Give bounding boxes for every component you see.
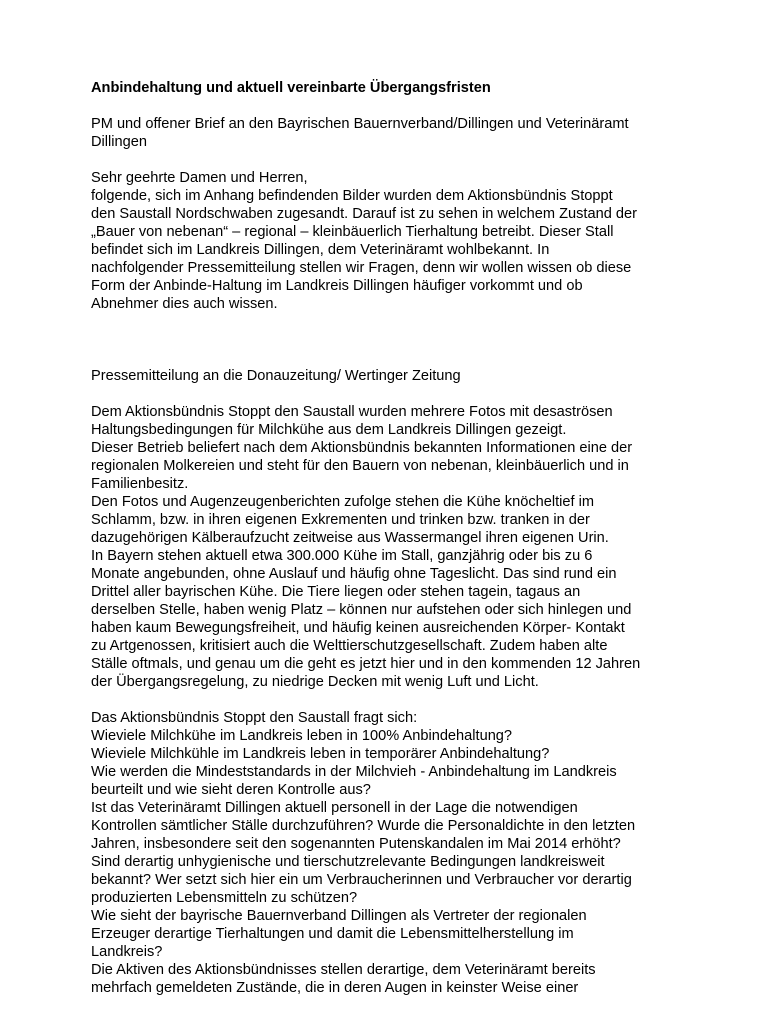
text-line: Erzeuger derartige Tierhaltungen und damit die Lebensmittelherstellung im: [91, 926, 574, 942]
text-line: Kontrollen sämtlicher Ställe durchzuführen? Wurde die Personaldichte in den letzten: [91, 818, 636, 834]
text-line: Sehr geehrte Damen und Herren,: [91, 170, 308, 186]
text-line: „Bauer von nebenan“ – regional – kleinbäuerlich Tierhaltung betreibt. Dieser Stall: [91, 224, 614, 240]
text-line: derselben Stelle, haben wenig Platz – können nur aufstehen oder sich hinlegen und: [91, 602, 632, 618]
letter-block: [91, 169, 691, 313]
text-line: In Bayern stehen aktuell etwa 300.000 Kühe im Stall, ganzjährig oder bis zu 6: [91, 548, 593, 564]
text-line: Drittel aller bayrischen Kühe. Die Tiere liegen oder stehen tagein, tagaus an: [91, 584, 581, 600]
text-line: Dillingen: [91, 134, 147, 150]
subject-block: [91, 115, 691, 151]
document-title: Anbindehaltung und aktuell vereinbarte Übergangsfristen: [91, 80, 491, 96]
text-line: Haltungsbedingungen für Milchkühe aus dem Landkreis Dillingen gezeigt.: [91, 422, 567, 438]
text-line: zu Artgenossen, kritisiert auch die Welttierschutzgesellschaft. Zudem haben alte: [91, 638, 608, 654]
text-line: Wieviele Milchkühle im Landkreis leben in temporärer Anbindehaltung?: [91, 746, 550, 762]
text-line: PM und offener Brief an den Bayrischen Bauernverband/Dillingen und Veterinäramt: [91, 116, 629, 132]
text-line: Wie werden die Mindeststandards in der Milchvieh - Anbindehaltung im Landkreis: [91, 764, 617, 780]
text-line: Ist das Veterinäramt Dillingen aktuell personell in der Lage die notwendigen: [91, 800, 578, 816]
text-line: Wieviele Milchkühe im Landkreis leben in 100% Anbindehaltung?: [91, 728, 513, 744]
text-line: beurteilt und wie sieht deren Kontrolle aus?: [91, 782, 371, 798]
text-line: Monate angebunden, ohne Auslauf und häufig ohne Tageslicht. Das sind rund ein: [91, 566, 617, 582]
text-line: den Saustall Nordschwaben zugesandt. Darauf ist zu sehen in welchem Zustand der: [91, 206, 637, 222]
text-line: Dem Aktionsbündnis Stoppt den Saustall wurden mehrere Fotos mit desaströsen: [91, 404, 613, 420]
press-heading-text: Pressemitteilung an die Donauzeitung/ Wertinger Zeitung: [91, 368, 461, 384]
text-line: folgende, sich im Anhang befindenden Bilder wurden dem Aktionsbündnis Stoppt: [91, 188, 613, 204]
text-line: dazugehörigen Kälberaufzucht zeitweise aus Wassermangel ihren eigenen Urin.: [91, 530, 609, 546]
text-line: Landkreis?: [91, 944, 163, 960]
text-line: produzierten Lebensmitteln zu schützen?: [91, 890, 358, 906]
text-line: Familienbesitz.: [91, 476, 189, 492]
text-line: Wie sieht der bayrische Bauernverband Dillingen als Vertreter der regionalen: [91, 908, 587, 924]
text-line: nachfolgender Pressemitteilung stellen wir Fragen, denn wir wollen wissen ob diese: [91, 260, 632, 276]
text-line: Das Aktionsbündnis Stoppt den Saustall fragt sich:: [91, 710, 418, 726]
text-line: Jahren, insbesondere seit den sogenannten Putenskandalen im Mai 2014 erhöht?: [91, 836, 621, 852]
text-line: Den Fotos und Augenzeugenberichten zufolge stehen die Kühe knöcheltief im: [91, 494, 595, 510]
text-line: Schlamm, bzw. in ihren eigenen Exkrementen und trinken bzw. tranken in der: [91, 512, 590, 528]
text-line: regionalen Molkereien und steht für den Bauern von nebenan, kleinbäuerlich und in: [91, 458, 629, 474]
text-line: befindet sich im Landkreis Dillingen, dem Veterinäramt wohlbekannt. In: [91, 242, 550, 258]
press-release-block: [91, 403, 691, 691]
text-line: Ställe oftmals, und genau um die geht es jetzt hier und in den kommenden 12 Jahren: [91, 656, 641, 672]
text-line: der Übergangsregelung, zu niedrige Decken mit wenig Luft und Licht.: [91, 674, 539, 690]
press-heading: [91, 367, 691, 385]
text-line: Sind derartig unhygienische und tierschutzrelevante Bedingungen landkreisweit: [91, 854, 605, 870]
document-page: [91, 79, 691, 1015]
questions-block: [91, 709, 691, 997]
text-line: haben kaum Bewegungsfreiheit, und häufig keinen ausreichenden Körper- Kontakt: [91, 620, 625, 636]
text-line: Dieser Betrieb beliefert nach dem Aktionsbündnis bekannten Informationen eine der: [91, 440, 633, 456]
text-line: mehrfach gemeldeten Zustände, die in deren Augen in keinster Weise einer: [91, 980, 579, 996]
text-line: Abnehmer dies auch wissen.: [91, 296, 278, 312]
text-line: Die Aktiven des Aktionsbündnisses stellen derartige, dem Veterinäramt bereits: [91, 962, 596, 978]
text-line: bekannt? Wer setzt sich hier ein um Verbraucherinnen und Verbraucher vor derartig: [91, 872, 632, 888]
text-line: Form der Anbinde-Haltung im Landkreis Dillingen häufiger vorkommt und ob: [91, 278, 583, 294]
paragraph-spacer: [91, 331, 691, 367]
